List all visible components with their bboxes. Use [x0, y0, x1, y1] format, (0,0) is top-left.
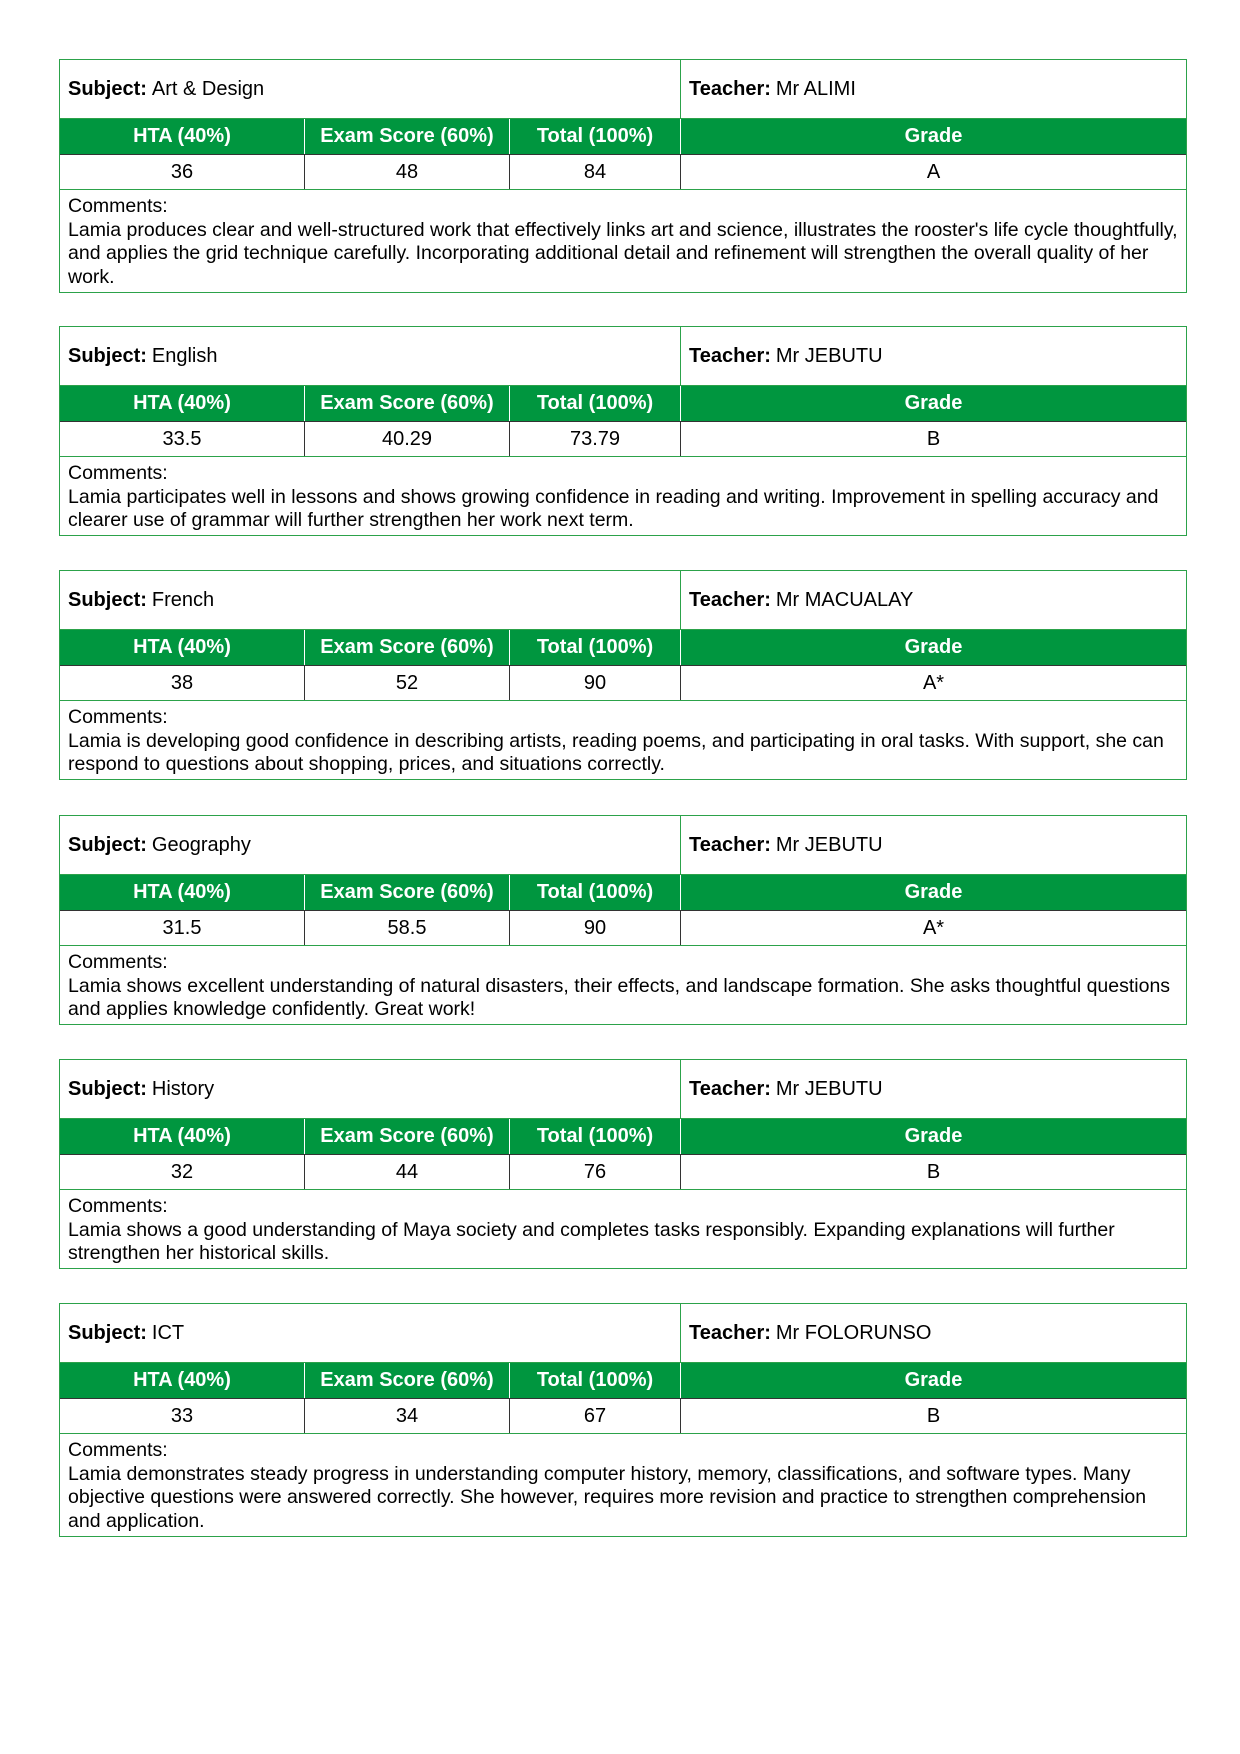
hta-value: 31.5	[60, 910, 305, 945]
grade-header: Grade	[904, 636, 963, 658]
subject-label: Subject:	[68, 1077, 147, 1100]
hta-header: HTA (40%)	[60, 1363, 305, 1398]
teacher-label: Teacher:	[689, 77, 771, 100]
exam-value: 40.29	[305, 421, 510, 456]
hta-value: 36	[60, 154, 305, 189]
hta-header: HTA (40%)	[60, 386, 305, 421]
hta-value: 32	[60, 1154, 305, 1189]
score-value-row	[60, 421, 1186, 457]
subject-name: History	[151, 1077, 215, 1100]
subject-block-history	[59, 1059, 1187, 1269]
subject-label: Subject:	[68, 77, 147, 100]
subject-header-row	[60, 1060, 1186, 1119]
comments-text: Lamia shows excellent understanding of natural disasters, their effects, and landscape formation. She asks thoughtful questions and applies knowledge confidently. Great work!	[68, 974, 1171, 1020]
score-header-row	[60, 386, 1186, 421]
hta-value: 38	[60, 665, 305, 700]
subject-header-row	[60, 571, 1186, 630]
exam-value: 34	[305, 1398, 510, 1433]
comments-section	[60, 701, 1186, 781]
teacher-label: Teacher:	[689, 1077, 771, 1100]
total-value: 67	[510, 1398, 681, 1433]
teacher-cell	[681, 1304, 1186, 1362]
teacher-name: Mr JEBUTU	[775, 344, 883, 367]
grade-value: A	[681, 154, 1186, 189]
subject-header-row	[60, 816, 1186, 875]
exam-value: 44	[305, 1154, 510, 1189]
comments-label: Comments:	[68, 951, 168, 973]
score-value-row	[60, 910, 1186, 946]
teacher-cell	[681, 327, 1186, 385]
comments-text: Lamia participates well in lessons and shows growing confidence in reading and writing. Improvement in spelling accuracy and clearer use of grammar will further strengthen her work next term.	[68, 485, 1159, 531]
comments-section	[60, 1190, 1186, 1270]
subject-header-row	[60, 1304, 1186, 1363]
subject-cell	[60, 1304, 681, 1362]
comments-section	[60, 457, 1186, 537]
comments-label: Comments:	[68, 1439, 168, 1461]
comments-text: Lamia shows a good understanding of Maya society and completes tasks responsibly. Expanding explanations will further strengthen her historical skills.	[68, 1218, 1115, 1264]
subject-block-art-design	[59, 59, 1187, 293]
total-header: Total (100%)	[510, 875, 681, 910]
total-header: Total (100%)	[510, 119, 681, 154]
grade-header: Grade	[904, 1369, 963, 1391]
subject-name: French	[151, 588, 215, 611]
exam-header: Exam Score (60%)	[305, 875, 510, 910]
subject-block-ict	[59, 1303, 1187, 1537]
comments-section	[60, 946, 1186, 1026]
grade-header: Grade	[904, 1125, 963, 1147]
comments-label: Comments:	[68, 462, 168, 484]
comments-label: Comments:	[68, 706, 168, 728]
subject-cell	[60, 1060, 681, 1118]
exam-header: Exam Score (60%)	[305, 630, 510, 665]
score-header-row	[60, 1363, 1186, 1398]
subject-name: Art & Design	[151, 77, 265, 100]
score-header-row	[60, 1119, 1186, 1154]
score-value-row	[60, 1398, 1186, 1434]
subject-name: Geography	[151, 833, 251, 856]
hta-header: HTA (40%)	[60, 630, 305, 665]
grade-value: B	[681, 1154, 1186, 1189]
subject-cell	[60, 60, 681, 118]
score-value-row	[60, 1154, 1186, 1190]
teacher-label: Teacher:	[689, 1321, 771, 1344]
score-value-row	[60, 665, 1186, 701]
subject-block-geography	[59, 815, 1187, 1025]
exam-value: 52	[305, 665, 510, 700]
teacher-cell	[681, 571, 1186, 629]
total-header: Total (100%)	[510, 386, 681, 421]
comments-label: Comments:	[68, 195, 168, 217]
teacher-cell	[681, 60, 1186, 118]
subject-block-english	[59, 326, 1187, 536]
total-value: 76	[510, 1154, 681, 1189]
hta-header: HTA (40%)	[60, 1119, 305, 1154]
subject-name: ICT	[151, 1321, 185, 1344]
subject-cell	[60, 327, 681, 385]
score-value-row	[60, 154, 1186, 190]
comments-text: Lamia produces clear and well-structured work that effectively links art and science, illustrates the rooster's life cycle thoughtfully, and applies the grid technique carefully. Incorporating additional detail and refinement will strengthen the overall quality of her work.	[68, 218, 1178, 288]
score-header-row	[60, 875, 1186, 910]
total-header: Total (100%)	[510, 630, 681, 665]
teacher-name: Mr JEBUTU	[775, 1077, 883, 1100]
grade-value: A*	[681, 910, 1186, 945]
comments-text: Lamia demonstrates steady progress in understanding computer history, memory, classifications, and software types. Many objective questions were answered correctly. She however, requires more revision and practice to strengthen comprehension and application.	[68, 1462, 1147, 1532]
grade-value: A*	[681, 665, 1186, 700]
exam-header: Exam Score (60%)	[305, 1119, 510, 1154]
teacher-name: Mr FOLORUNSO	[775, 1321, 932, 1344]
score-header-row	[60, 630, 1186, 665]
teacher-cell	[681, 816, 1186, 874]
teacher-name: Mr JEBUTU	[775, 833, 883, 856]
teacher-name: Mr ALIMI	[775, 77, 856, 100]
total-header: Total (100%)	[510, 1363, 681, 1398]
teacher-label: Teacher:	[689, 344, 771, 367]
total-value: 90	[510, 910, 681, 945]
total-value: 90	[510, 665, 681, 700]
hta-header: HTA (40%)	[60, 875, 305, 910]
exam-header: Exam Score (60%)	[305, 386, 510, 421]
subject-cell	[60, 571, 681, 629]
teacher-name: Mr MACUALAY	[775, 588, 914, 611]
comments-section	[60, 190, 1186, 293]
grade-value: B	[681, 1398, 1186, 1433]
subject-label: Subject:	[68, 1321, 147, 1344]
comments-section	[60, 1434, 1186, 1537]
score-header-row	[60, 119, 1186, 154]
hta-header: HTA (40%)	[60, 119, 305, 154]
subject-block-french	[59, 570, 1187, 780]
grade-header: Grade	[904, 392, 963, 414]
subject-name: English	[151, 344, 218, 367]
hta-value: 33	[60, 1398, 305, 1433]
teacher-label: Teacher:	[689, 833, 771, 856]
total-header: Total (100%)	[510, 1119, 681, 1154]
teacher-cell	[681, 1060, 1186, 1118]
subject-cell	[60, 816, 681, 874]
exam-header: Exam Score (60%)	[305, 119, 510, 154]
subject-label: Subject:	[68, 588, 147, 611]
total-value: 73.79	[510, 421, 681, 456]
exam-value: 48	[305, 154, 510, 189]
grade-header: Grade	[904, 125, 963, 147]
subject-header-row	[60, 327, 1186, 386]
hta-value: 33.5	[60, 421, 305, 456]
comments-label: Comments:	[68, 1195, 168, 1217]
comments-text: Lamia is developing good confidence in describing artists, reading poems, and participating in oral tasks. With support, she can respond to questions about shopping, prices, and situations correctly.	[68, 729, 1164, 775]
grade-value: B	[681, 421, 1186, 456]
subject-header-row	[60, 60, 1186, 119]
teacher-label: Teacher:	[689, 588, 771, 611]
exam-value: 58.5	[305, 910, 510, 945]
subject-label: Subject:	[68, 344, 147, 367]
exam-header: Exam Score (60%)	[305, 1363, 510, 1398]
total-value: 84	[510, 154, 681, 189]
grade-header: Grade	[904, 881, 963, 903]
subject-label: Subject:	[68, 833, 147, 856]
